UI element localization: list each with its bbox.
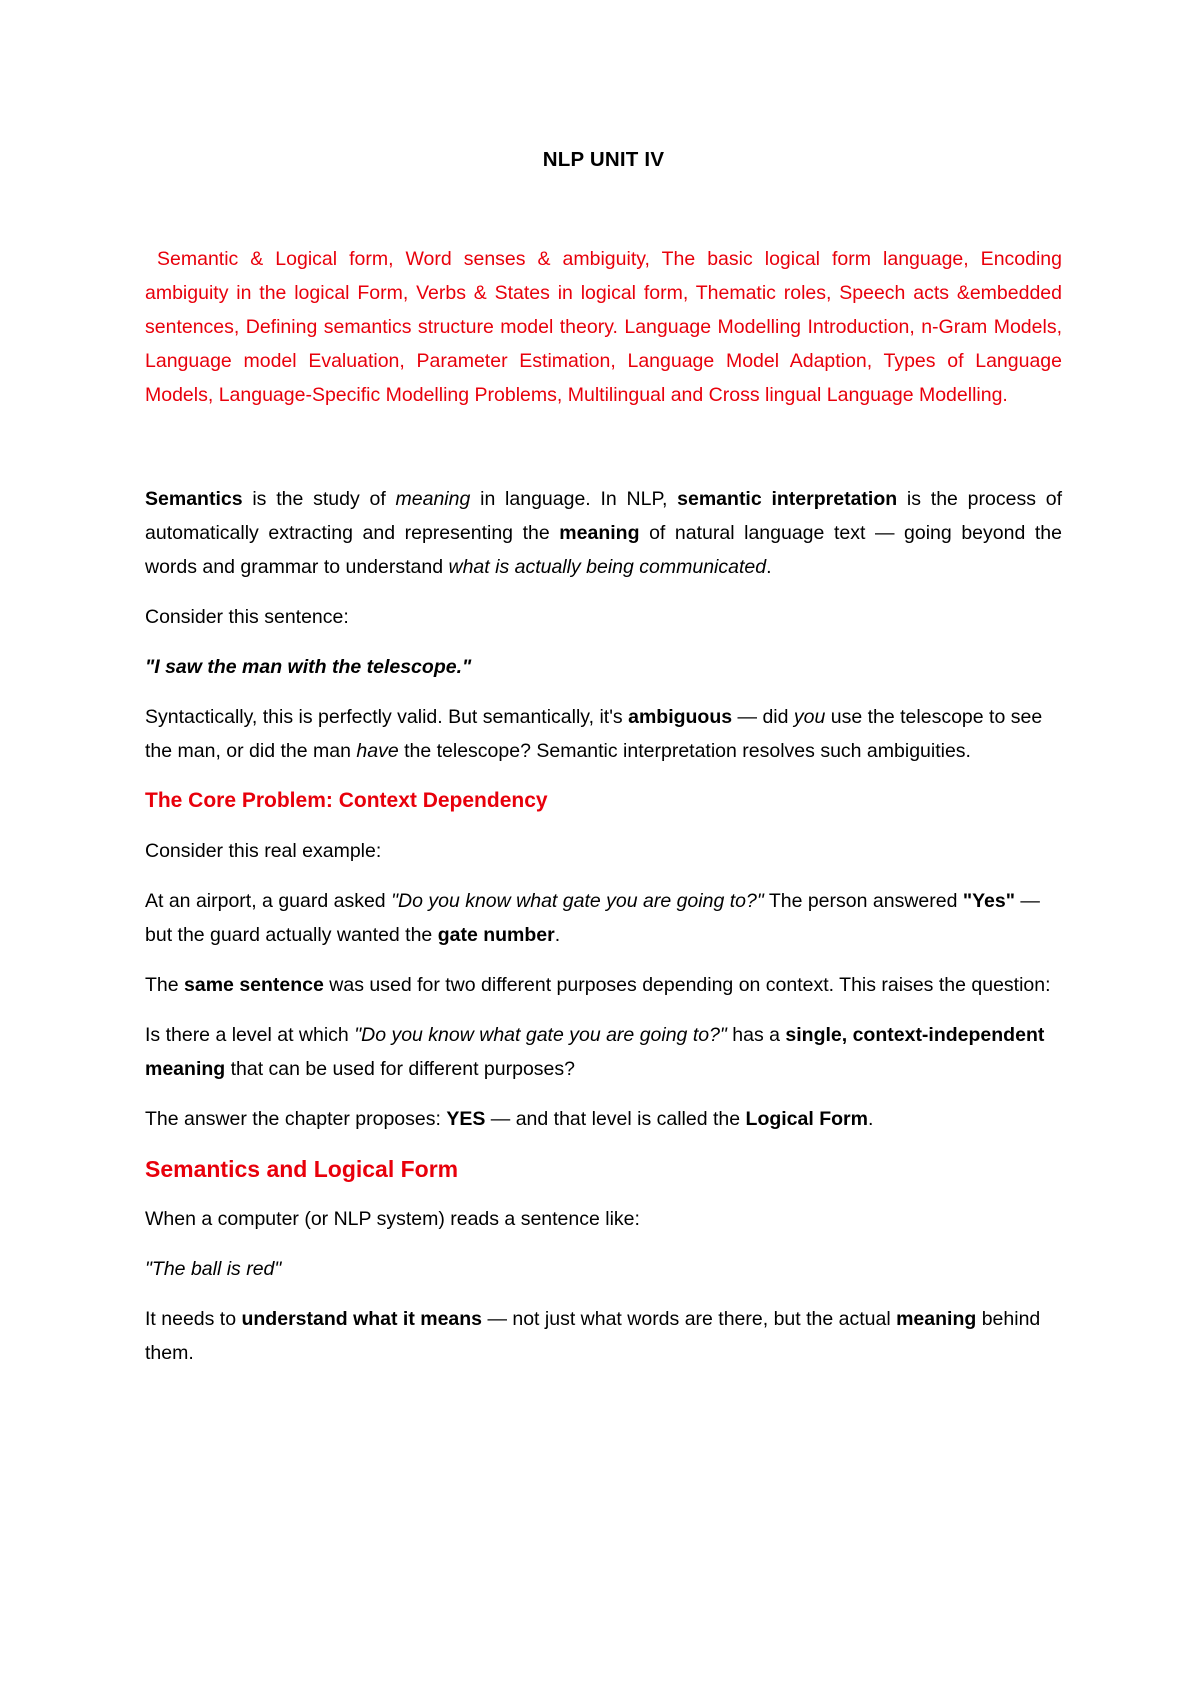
italic-quote: "Do you know what gate you are going to?" [354, 1024, 727, 1046]
italic-term: have [356, 740, 399, 762]
syllabus-topics: Semantic & Logical form, Word senses & ambiguity, The basic logical form language, Encoding ambiguity in the logical Form, Verbs & States in logical form, Thematic roles, Speech acts &embedded sentences, Defining semantics structure model theory. Language Modelling Introduction, n-Gram Models, Language model Evaluation, Parameter Estimation, Language Model Adaption, Types of Language Models, Language-Specific Modelling Problems, Multilingual and Cross lingual Language Modelling. [145, 248, 1062, 406]
bold-term: "Yes" [962, 890, 1015, 912]
italic-term: meaning [395, 488, 471, 510]
italic-term: what is actually being communicated [448, 556, 767, 578]
paragraph-real-example: Consider this real example: [145, 840, 382, 862]
paragraph-same-sentence: The same sentence was used for two different purposes depending on context. This raises the question: [145, 974, 1051, 996]
bold-term: ambiguous [628, 706, 733, 728]
paragraph-semantics-definition: Semantics is the study of meaning in language. In NLP, semantic interpretation is the process of automatically extracting and representing the meaning of natural language text — going beyond the words and grammar to understand what is actually being communicated. [145, 488, 1062, 578]
paragraph-ambiguity: Syntactically, this is perfectly valid. But semantically, it's ambiguous — did you use the telescope to see the man, or did the man have the telescope? Semantic interpretation resolves such ambiguities. [145, 706, 1043, 762]
bold-term: YES [446, 1108, 486, 1130]
example-sentence-ball: "The ball is red" [145, 1258, 282, 1280]
paragraph-level-question: Is there a level at which "Do you know what gate you are going to?" has a single, context-independent meaning that can be used for different purposes? [145, 1024, 1045, 1080]
bold-term: Semantics [145, 488, 243, 510]
bold-term: single, context-independent meaning [145, 1024, 1045, 1080]
section-heading-context-dependency: The Core Problem: Context Dependency [145, 789, 548, 812]
paragraph-airport-example: At an airport, a guard asked "Do you know what gate you are going to?" The person answered "Yes" — but the guard actually wanted the gate number. [145, 890, 1040, 946]
bold-term: gate number [437, 924, 555, 946]
bold-term: Logical Form [745, 1108, 868, 1130]
italic-quote: "Do you know what gate you are going to?" [391, 890, 764, 912]
paragraph-consider-sentence: Consider this sentence: [145, 606, 349, 628]
bold-term: semantic interpretation [677, 488, 898, 510]
bold-term: meaning [559, 522, 640, 544]
italic-term: you [793, 706, 826, 728]
paragraph-computer-reads: When a computer (or NLP system) reads a sentence like: [145, 1208, 640, 1230]
example-sentence-telescope: "I saw the man with the telescope." [145, 656, 472, 678]
bold-term: meaning [896, 1308, 977, 1330]
document-title: NLP UNIT IV [542, 148, 665, 171]
bold-term: same sentence [184, 974, 324, 996]
paragraph-answer: The answer the chapter proposes: YES — and that level is called the Logical Form. [145, 1108, 874, 1130]
section-heading-logical-form: Semantics and Logical Form [145, 1156, 459, 1182]
paragraph-understand-meaning: It needs to understand what it means — not just what words are there, but the actual meaning behind them. [145, 1308, 1041, 1364]
bold-term: understand what it means [241, 1308, 483, 1330]
